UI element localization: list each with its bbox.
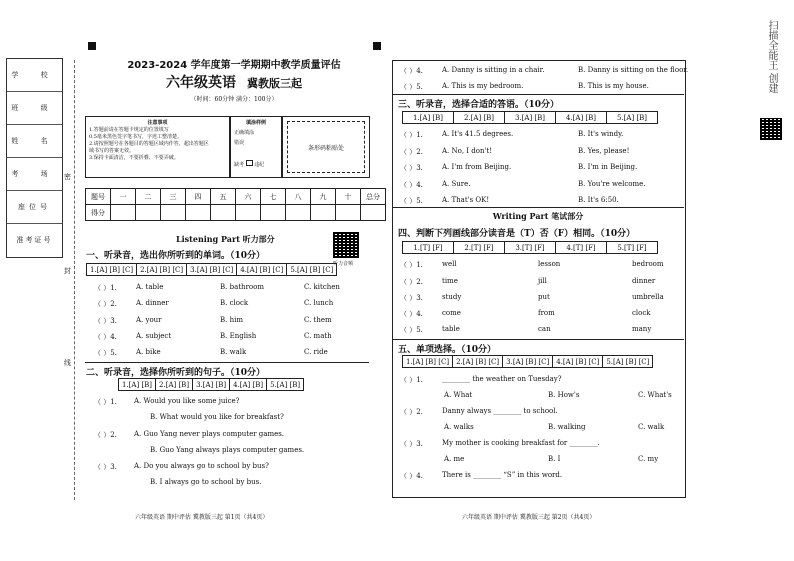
answer-option[interactable]: 2.[A] [B] [C] <box>137 264 187 276</box>
word-b: can <box>538 325 551 333</box>
question-number[interactable]: （ ）3. <box>94 317 117 325</box>
fill-absent-label <box>234 160 281 168</box>
option-a: A. subject <box>136 332 172 340</box>
info-ticket: 准考证号 <box>16 236 53 244</box>
score-cell[interactable] <box>311 205 336 221</box>
divider <box>392 339 684 340</box>
question-number[interactable]: （ ）5. <box>400 197 423 205</box>
scanner-qr-icon <box>760 118 782 140</box>
word-a: table <box>442 325 460 333</box>
section1-answer-row <box>86 263 337 276</box>
score-header-row <box>86 189 386 205</box>
option-a: A. Sure. <box>442 180 471 188</box>
option-c: C. math <box>304 332 332 340</box>
question-item <box>400 260 664 270</box>
question-number[interactable]: （ ）4. <box>400 67 423 75</box>
option-a: A. your <box>136 316 162 324</box>
answer-option[interactable]: 4.[A] [B] [C] <box>237 264 287 276</box>
option-b: B. English <box>220 332 257 340</box>
option-a: A. Danny is sitting in a chair. <box>442 66 545 74</box>
score-cell[interactable] <box>336 205 361 221</box>
option-c: C. my <box>638 455 659 463</box>
option-a: A. I'm from Beijing. <box>442 163 512 171</box>
score-cell[interactable] <box>186 205 211 221</box>
question-item <box>400 309 651 319</box>
score-header: 十 <box>336 189 361 205</box>
section4-answer-row <box>402 241 658 254</box>
answer-option[interactable]: 3.[A] [B] <box>505 112 556 124</box>
answer-option[interactable]: 3.[A] [B] <box>193 379 230 391</box>
info-seat: 座位号 <box>7 191 62 224</box>
fill-absent-box <box>246 160 253 166</box>
option-a: A. This is my bedroom. <box>442 82 524 90</box>
question-number[interactable]: （ ）1. <box>94 284 117 292</box>
option-b: B. I <box>548 455 561 463</box>
barcode-box <box>282 116 370 178</box>
divider <box>392 94 684 95</box>
question-item <box>400 147 630 157</box>
score-header: 六 <box>236 189 261 205</box>
option-a: A. That's OK! <box>442 196 490 204</box>
option-b: B. Danny is sitting on the floor. <box>578 66 689 74</box>
answer-option[interactable]: 2.[A] [B] [C] <box>453 356 503 368</box>
answer-option[interactable]: 2.[A] [B] <box>454 112 505 124</box>
question-number[interactable]: （ ）3. <box>94 463 117 471</box>
notes-line-5: 3.保持卡面清洁，不要折叠、不要弄破。 <box>89 155 179 161</box>
score-cell[interactable] <box>236 205 261 221</box>
section3-title: 三、听录音，选择合适的答语。（10分） <box>398 100 560 110</box>
question-number[interactable]: （ ）4. <box>400 181 423 189</box>
answer-option[interactable]: 3.[A] [B] [C] <box>187 264 237 276</box>
score-header: 二 <box>136 189 161 205</box>
answer-option[interactable]: 2.[T] [F] <box>454 242 505 254</box>
option-a: A. me <box>444 455 465 463</box>
exam-subtitle-wrap <box>94 72 374 92</box>
question-item <box>400 325 652 335</box>
answer-option[interactable]: 4.[A] [B] <box>556 112 607 124</box>
answer-option[interactable]: 1.[A] [B] <box>403 112 454 124</box>
question-number[interactable]: （ ）2. <box>94 300 117 308</box>
answer-option[interactable]: 1.[A] [B] [C] <box>403 356 453 368</box>
option-b: B. Guo Yang always plays computer games. <box>150 446 305 454</box>
score-table <box>85 188 386 221</box>
option-b: B. It's windy. <box>578 130 624 138</box>
question-item <box>400 407 665 431</box>
question-number[interactable]: （ ）4. <box>94 333 117 341</box>
option-b: B. It's 6:50. <box>578 196 619 204</box>
section3-answer-row <box>402 111 658 124</box>
option-b: B. I'm in Beijing. <box>578 163 638 171</box>
score-header: 七 <box>261 189 286 205</box>
score-cell[interactable] <box>111 205 136 221</box>
question-number[interactable]: （ ）1. <box>94 398 117 406</box>
question-item <box>400 293 664 303</box>
question-item <box>94 299 334 309</box>
question-number[interactable]: （ ）3. <box>400 440 423 448</box>
writing-part-title: Writing Part 笔试部分 <box>492 211 584 221</box>
section5-title: 五、单项选择。（10分） <box>398 345 497 355</box>
question-number[interactable]: （ ）3. <box>400 294 423 302</box>
option-b: B. This is my house. <box>578 82 649 90</box>
fill-example-title: 填涂样例 <box>245 120 266 126</box>
option-b: B. Yes, please! <box>578 147 630 155</box>
answer-option[interactable]: 4.[A] [B] [C] <box>553 356 603 368</box>
notes-line-3: 2.请按照题号在各题目的答题区域内作答，超出答题区 <box>89 141 209 147</box>
exam-time-info: （时间：60分钟 满分：100分） <box>190 96 278 103</box>
question-number[interactable]: （ ）2. <box>400 148 423 156</box>
score-header: 八 <box>286 189 311 205</box>
info-class: 班 级 <box>7 92 62 125</box>
seal-line <box>74 60 75 500</box>
answer-option[interactable]: 5.[A] [B] <box>267 379 304 391</box>
option-b: B. What would you like for breakfast? <box>150 413 284 421</box>
divider <box>85 362 369 363</box>
question-item <box>94 397 284 421</box>
question-item <box>94 462 269 486</box>
audio-qr-icon[interactable] <box>333 232 359 258</box>
question-item <box>94 348 328 358</box>
question-number[interactable]: （ ）1. <box>400 131 423 139</box>
score-header: 题号 <box>86 189 111 205</box>
score-cell[interactable] <box>361 205 386 221</box>
question-text: Danny always ________ to school. <box>442 407 558 415</box>
question-item <box>94 332 332 342</box>
word-c: bedroom <box>632 260 664 268</box>
option-a: A. What <box>444 391 473 399</box>
option-a: A. walks <box>444 423 474 431</box>
seal-mark-1: 密 <box>64 173 71 181</box>
question-item <box>400 439 659 463</box>
question-item <box>94 316 332 326</box>
score-cell[interactable] <box>211 205 236 221</box>
option-a: A. dinner <box>136 299 169 307</box>
option-a: A. Guo Yang never plays computer games. <box>134 430 285 438</box>
score-cell[interactable] <box>161 205 186 221</box>
question-number[interactable]: （ ）4. <box>400 472 423 480</box>
question-item <box>400 375 672 399</box>
option-b: B. I always go to school by bus. <box>150 478 262 486</box>
info-name: 姓 名 <box>7 125 62 158</box>
score-header: 三 <box>161 189 186 205</box>
word-b: put <box>538 293 550 301</box>
score-header: 五 <box>211 189 236 205</box>
notes-line-2: 0.5毫米黑色签字笔书写，字迹工整清楚。 <box>89 134 182 140</box>
answer-option[interactable]: 5.[A] [B] [C] <box>603 356 653 368</box>
word-a: time <box>442 277 458 285</box>
fill-absent: 缺考 <box>234 162 245 168</box>
listening-part-title: Listening Part 听力部分 <box>176 234 275 244</box>
option-c: C. lunch <box>304 299 334 307</box>
score-row <box>86 205 386 221</box>
question-item <box>400 130 624 140</box>
option-b: B. him <box>220 316 243 324</box>
question-item <box>94 430 305 454</box>
exam-subject: 六年级英语 <box>165 75 236 91</box>
section1-title: 一、听录音，选出你所听到的单词。（10分） <box>86 251 266 261</box>
question-number[interactable]: （ ）5. <box>94 349 117 357</box>
option-a: A. table <box>136 283 164 291</box>
exam-edition: 冀教版三起 <box>247 77 303 90</box>
notes-title: 注意事项 <box>147 120 168 126</box>
option-b: B. walk <box>220 348 247 356</box>
section2-title: 二、听录音，选择你所听到的句子。（10分） <box>86 368 266 378</box>
seal-mark-2: 封 <box>64 267 71 275</box>
audio-qr-label: 听力音频 <box>333 261 354 267</box>
question-number[interactable]: （ ）5. <box>400 326 423 334</box>
word-b: lesson <box>538 260 561 268</box>
word-a: well <box>442 260 457 268</box>
exam-title: 2023-2024 学年度第一学期期中教学质量评估 <box>127 60 341 71</box>
section4-title: 四、判断下列画线部分读音是（T）否（F）相同。（10分） <box>398 229 636 239</box>
option-b: B. You're welcome. <box>578 180 646 188</box>
question-item <box>400 471 563 481</box>
fill-wrong-label: 错误 <box>234 140 245 146</box>
word-b: jill <box>538 277 547 285</box>
question-text: There is ________ “S” in this word. <box>442 471 563 479</box>
option-a: A. bike <box>136 348 161 356</box>
answer-option[interactable]: 3.[A] [B] [C] <box>503 356 553 368</box>
answer-option[interactable]: 1.[A] [B] <box>119 379 156 391</box>
option-b: B. bathroom <box>220 283 264 291</box>
question-item <box>400 180 646 190</box>
student-info-panel <box>6 58 63 258</box>
question-item <box>400 66 689 76</box>
option-c: C. them <box>304 316 332 324</box>
fill-correct-label: 正确填涂 <box>234 130 255 136</box>
question-number[interactable]: （ ）4. <box>400 310 423 318</box>
info-school: 学 校 <box>7 59 62 92</box>
info-exam-room: 考 场 <box>7 158 62 191</box>
binding-mark-right <box>373 42 381 50</box>
option-a: A. It's 41.5 degrees. <box>442 130 514 138</box>
page-footer-right: 六年级英语 期中评估 冀教版三起 第2页（共4页） <box>462 514 596 521</box>
word-b: from <box>538 309 555 317</box>
answer-option[interactable]: 5.[T] [F] <box>607 242 658 254</box>
word-c: clock <box>632 309 651 317</box>
option-b: B. How's <box>548 391 580 399</box>
question-number[interactable]: （ ）2. <box>400 278 423 286</box>
scanner-stamp-label: 扫描全能王 创建 <box>766 20 777 94</box>
fill-example-box <box>230 116 282 178</box>
answer-option[interactable]: 5.[A] [B] [C] <box>287 264 337 276</box>
notes-box <box>85 116 230 178</box>
score-header: 总分 <box>361 189 386 205</box>
question-item <box>400 196 619 206</box>
notes-line-4: 域书写的答案无效。 <box>89 148 135 154</box>
word-c: umbrella <box>632 293 664 301</box>
answer-option[interactable]: 2.[A] [B] <box>156 379 193 391</box>
seal-mark-3: 线 <box>64 359 71 367</box>
section2-answer-row <box>118 378 304 391</box>
binding-mark-left <box>88 42 96 50</box>
option-a: A. Would you like some juice? <box>134 397 240 405</box>
question-item <box>400 277 656 287</box>
page-footer-left: 六年级英语 期中评估 冀教版三起 第1页（共4页） <box>135 514 269 521</box>
option-c: C. What's <box>638 391 672 399</box>
question-text: My mother is cooking breakfast for ________. <box>442 439 600 447</box>
option-b: B. walking <box>548 423 586 431</box>
answer-option[interactable]: 4.[T] [F] <box>556 242 607 254</box>
question-number[interactable]: （ ）2. <box>400 408 423 416</box>
question-item <box>400 163 638 173</box>
answer-option[interactable]: 1.[T] [F] <box>403 242 454 254</box>
divider <box>392 207 684 208</box>
word-c: dinner <box>632 277 656 285</box>
question-number[interactable]: （ ）5. <box>400 83 423 91</box>
answer-option[interactable]: 5.[A] [B] <box>607 112 658 124</box>
question-number[interactable]: （ ）1. <box>400 376 423 384</box>
answer-option[interactable]: 3.[T] [F] <box>505 242 556 254</box>
question-item <box>400 82 649 92</box>
section5-answer-row <box>402 355 653 368</box>
score-row-label: 得分 <box>86 205 111 221</box>
question-number[interactable]: （ ）1. <box>400 261 423 269</box>
score-header: 一 <box>111 189 136 205</box>
barcode-inner <box>287 121 365 173</box>
notes-line-1: 1.答题前请在答题卡规定的位置填写 <box>89 127 169 133</box>
option-a: A. No, I don't! <box>442 147 493 155</box>
option-b: B. clock <box>220 299 249 307</box>
score-cell[interactable] <box>286 205 311 221</box>
option-c: C. ride <box>304 348 328 356</box>
question-number[interactable]: （ ）3. <box>400 164 423 172</box>
fill-discipline: 违纪 <box>254 162 265 168</box>
score-cell[interactable] <box>261 205 286 221</box>
option-c: C. walk <box>638 423 665 431</box>
option-c: C. kitchen <box>304 283 340 291</box>
answer-option[interactable]: 4.[A] [B] <box>230 379 267 391</box>
barcode-label: 条形码粘贴处 <box>307 145 344 152</box>
answer-option[interactable]: 1.[A] [B] [C] <box>87 264 137 276</box>
word-a: come <box>442 309 461 317</box>
question-text: ________ the weather on Tuesday? <box>442 375 562 383</box>
word-a: study <box>442 293 462 301</box>
question-number[interactable]: （ ）2. <box>94 431 117 439</box>
score-cell[interactable] <box>136 205 161 221</box>
score-header: 九 <box>311 189 336 205</box>
word-c: many <box>632 325 652 333</box>
question-item <box>94 283 340 293</box>
score-header: 四 <box>186 189 211 205</box>
option-a: A. Do you always go to school by bus? <box>134 462 269 470</box>
